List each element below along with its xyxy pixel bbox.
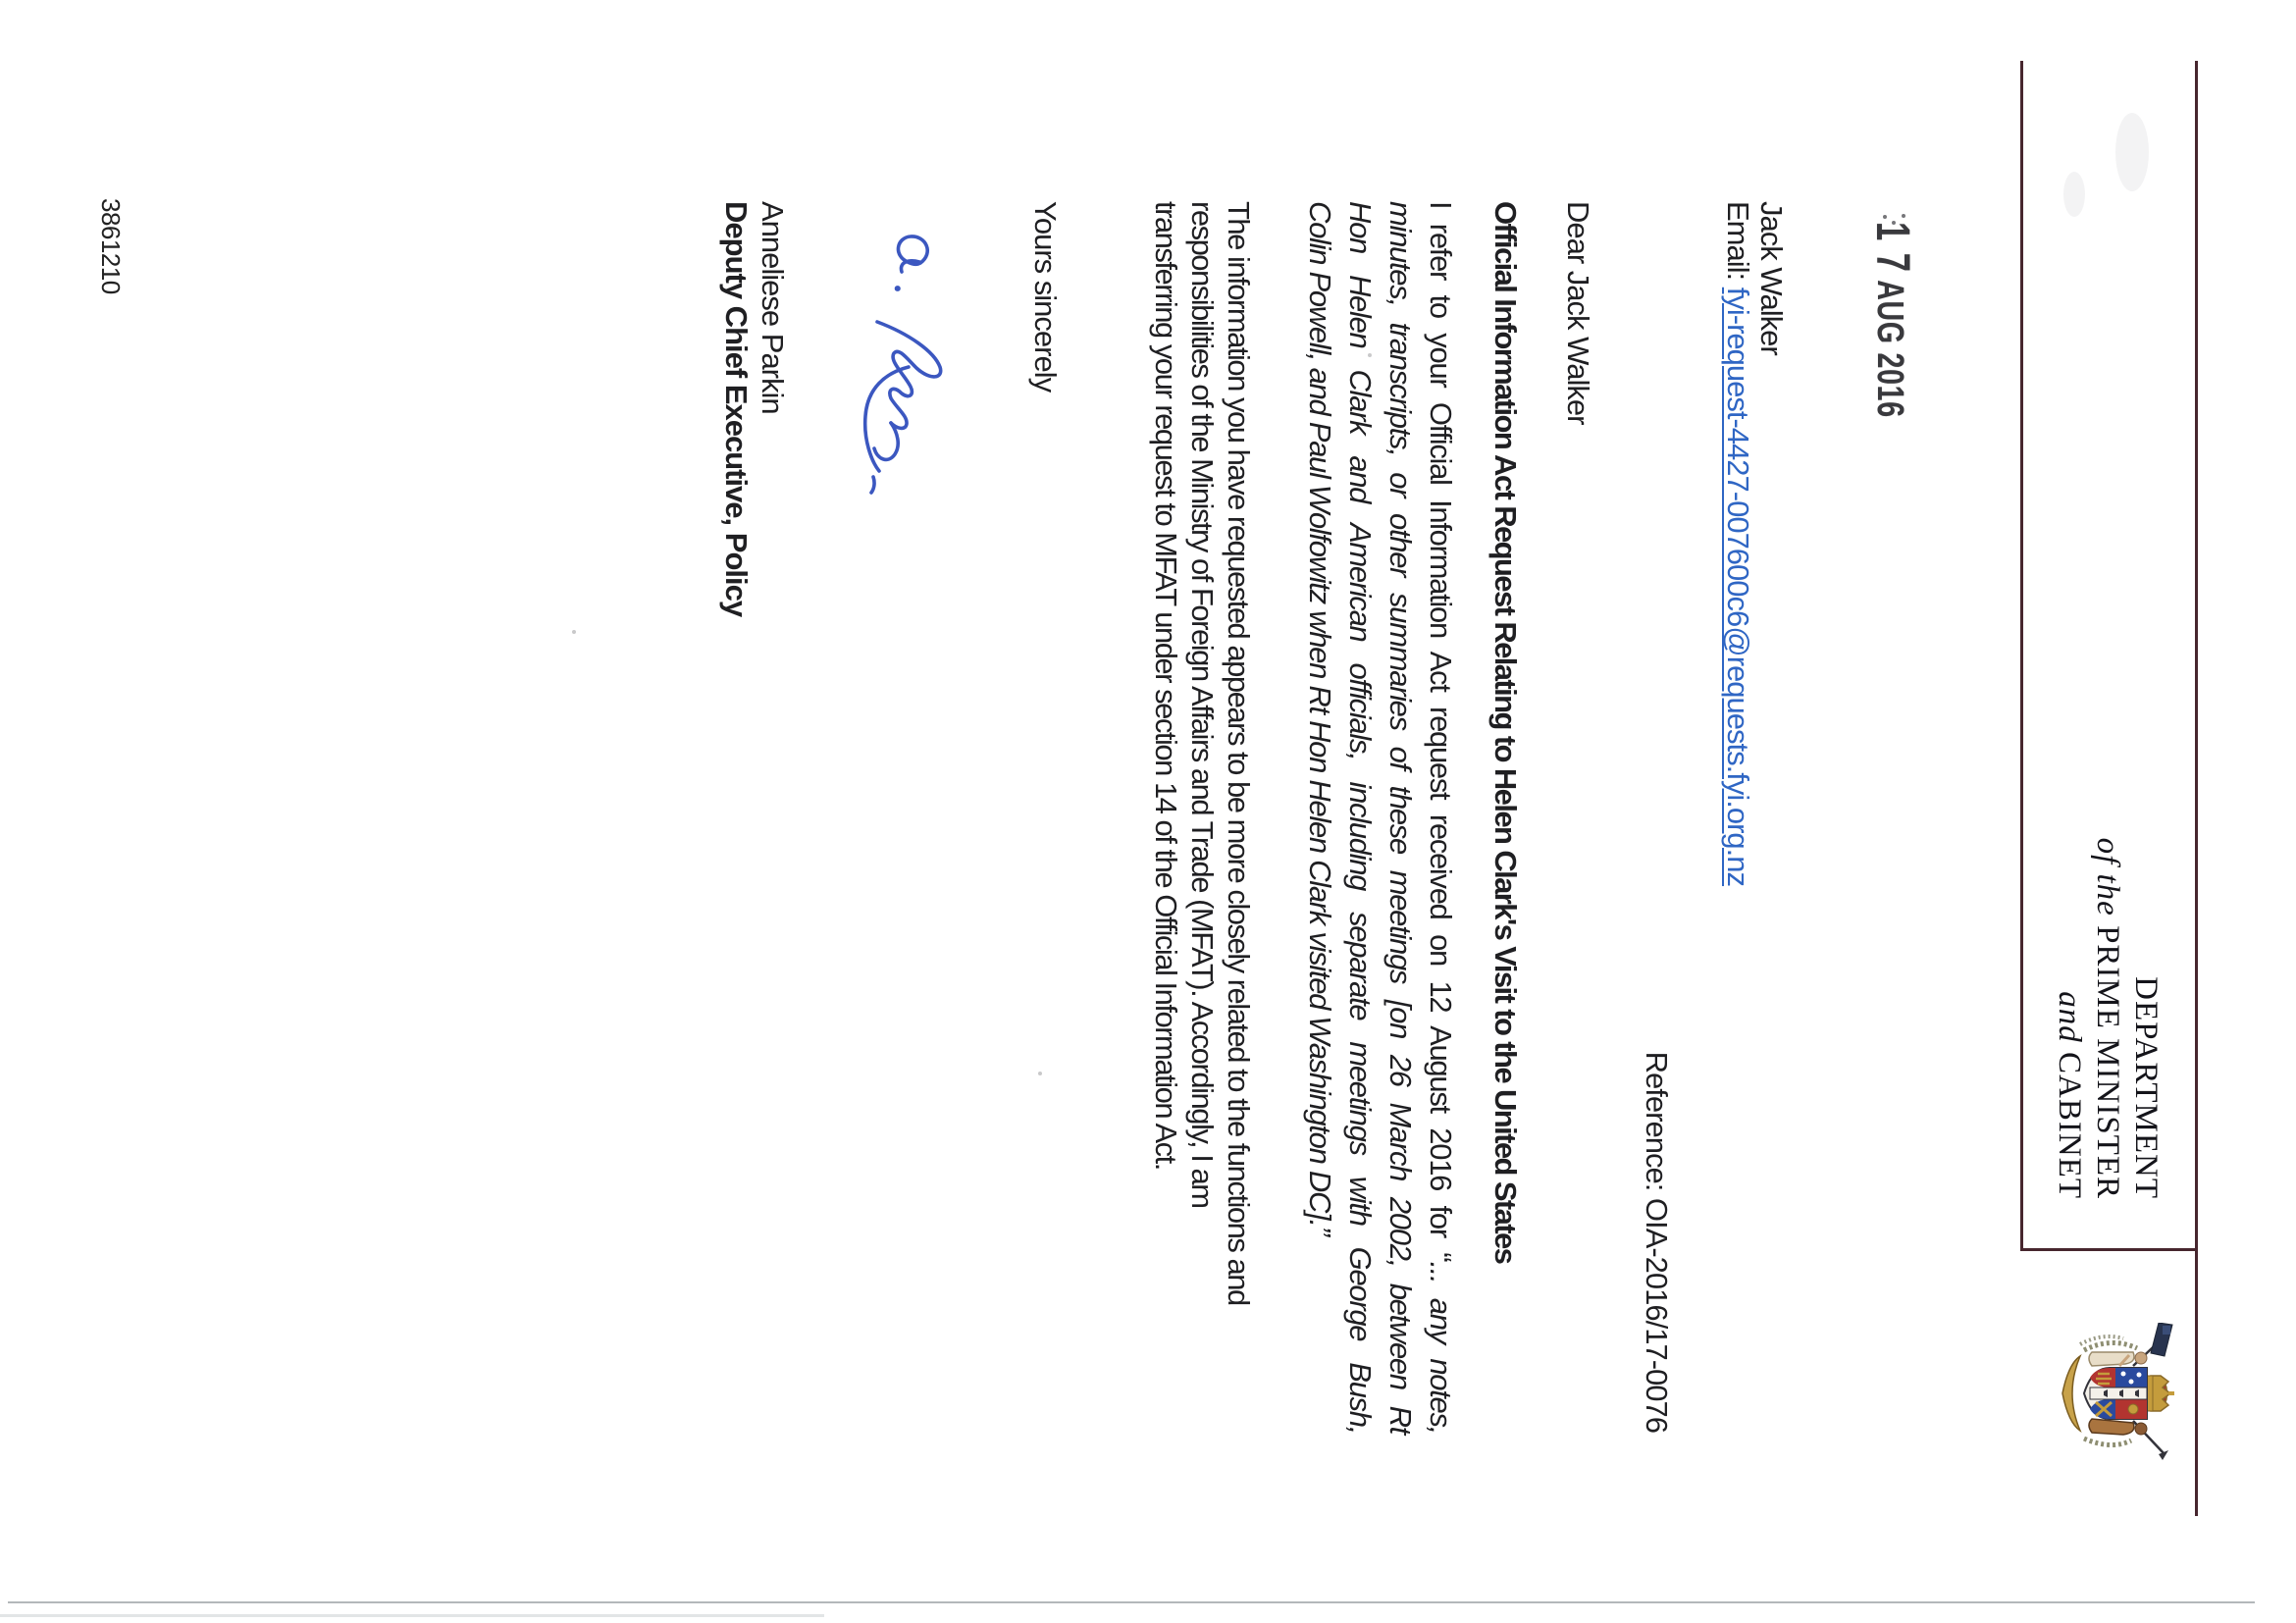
scan-speck [572,630,576,634]
signer-title: Deputy Chief Executive, Policy [719,201,754,617]
recipient-block [1721,201,1788,886]
letterhead-title: DEPARTMENT of the PRIME MINISTER and CABINET [2052,837,2164,1199]
letterhead-rule-top [2195,61,2198,1516]
email-link[interactable]: fyi-request-4427-007600c6@requests.fyi.org.nz [1721,287,1755,887]
letter-subject-heading: Official Information Act Request Relating to Helen Clark's Visit to the United States [1488,201,1523,1264]
paragraph-transfer: The information you have requested appears to be more closely related to the functions and responsibilities of the Ministry of Foreign Affairs and Trade (MFAT). Accordingly, I am transferring your request to MFAT under section 14 of the Official Information Act. [1149,201,1256,1305]
email-label: Email: [1721,201,1755,288]
scan-page-edge-line [8,1601,2255,1603]
salutation: Dear Jack Walker [1561,201,1595,425]
dms-number: 3861210 [96,198,126,294]
scan-smudge [2063,172,2085,217]
nz-coat-of-arms-icon [2037,1323,2174,1464]
recipient-name: Jack Walker [1754,201,1789,355]
letterhead-rule-right [2020,1248,2198,1251]
scan-smudge [2115,113,2149,191]
signer-name: Anneliese Parkin [756,201,790,414]
scan-speck [1038,1072,1042,1075]
date-stamp [1867,222,1920,418]
reference-line: Reference: OIA-2016/17-0076 [1640,1051,1674,1433]
closing-phrase: Yours sincerely [1028,201,1063,393]
signer-block [718,201,791,616]
letterhead-rule-bottom [2020,61,2023,1251]
stamp-month-year: AUG 2016 [1869,280,1910,418]
stamp-day: 1 7 [1866,222,1921,274]
scan-page-edge-shadow [0,1614,824,1617]
paragraph-request: I refer to your Official Information Act request received on 12 August 2016 for “... any notes, minutes, transcripts, or other summaries of these meetings [on 26 March 2002, between Rt Hon Helen Clark and American officials, including separate meetings with George Bush, Colin Powell, and Paul Wolfowitz when Rt Hon Helen Clark visited Washington DC].” [1303,201,1458,1434]
recipient-email-line [1721,201,1754,886]
scan-speck [1368,353,1372,357]
handwritten-signature [852,224,969,518]
